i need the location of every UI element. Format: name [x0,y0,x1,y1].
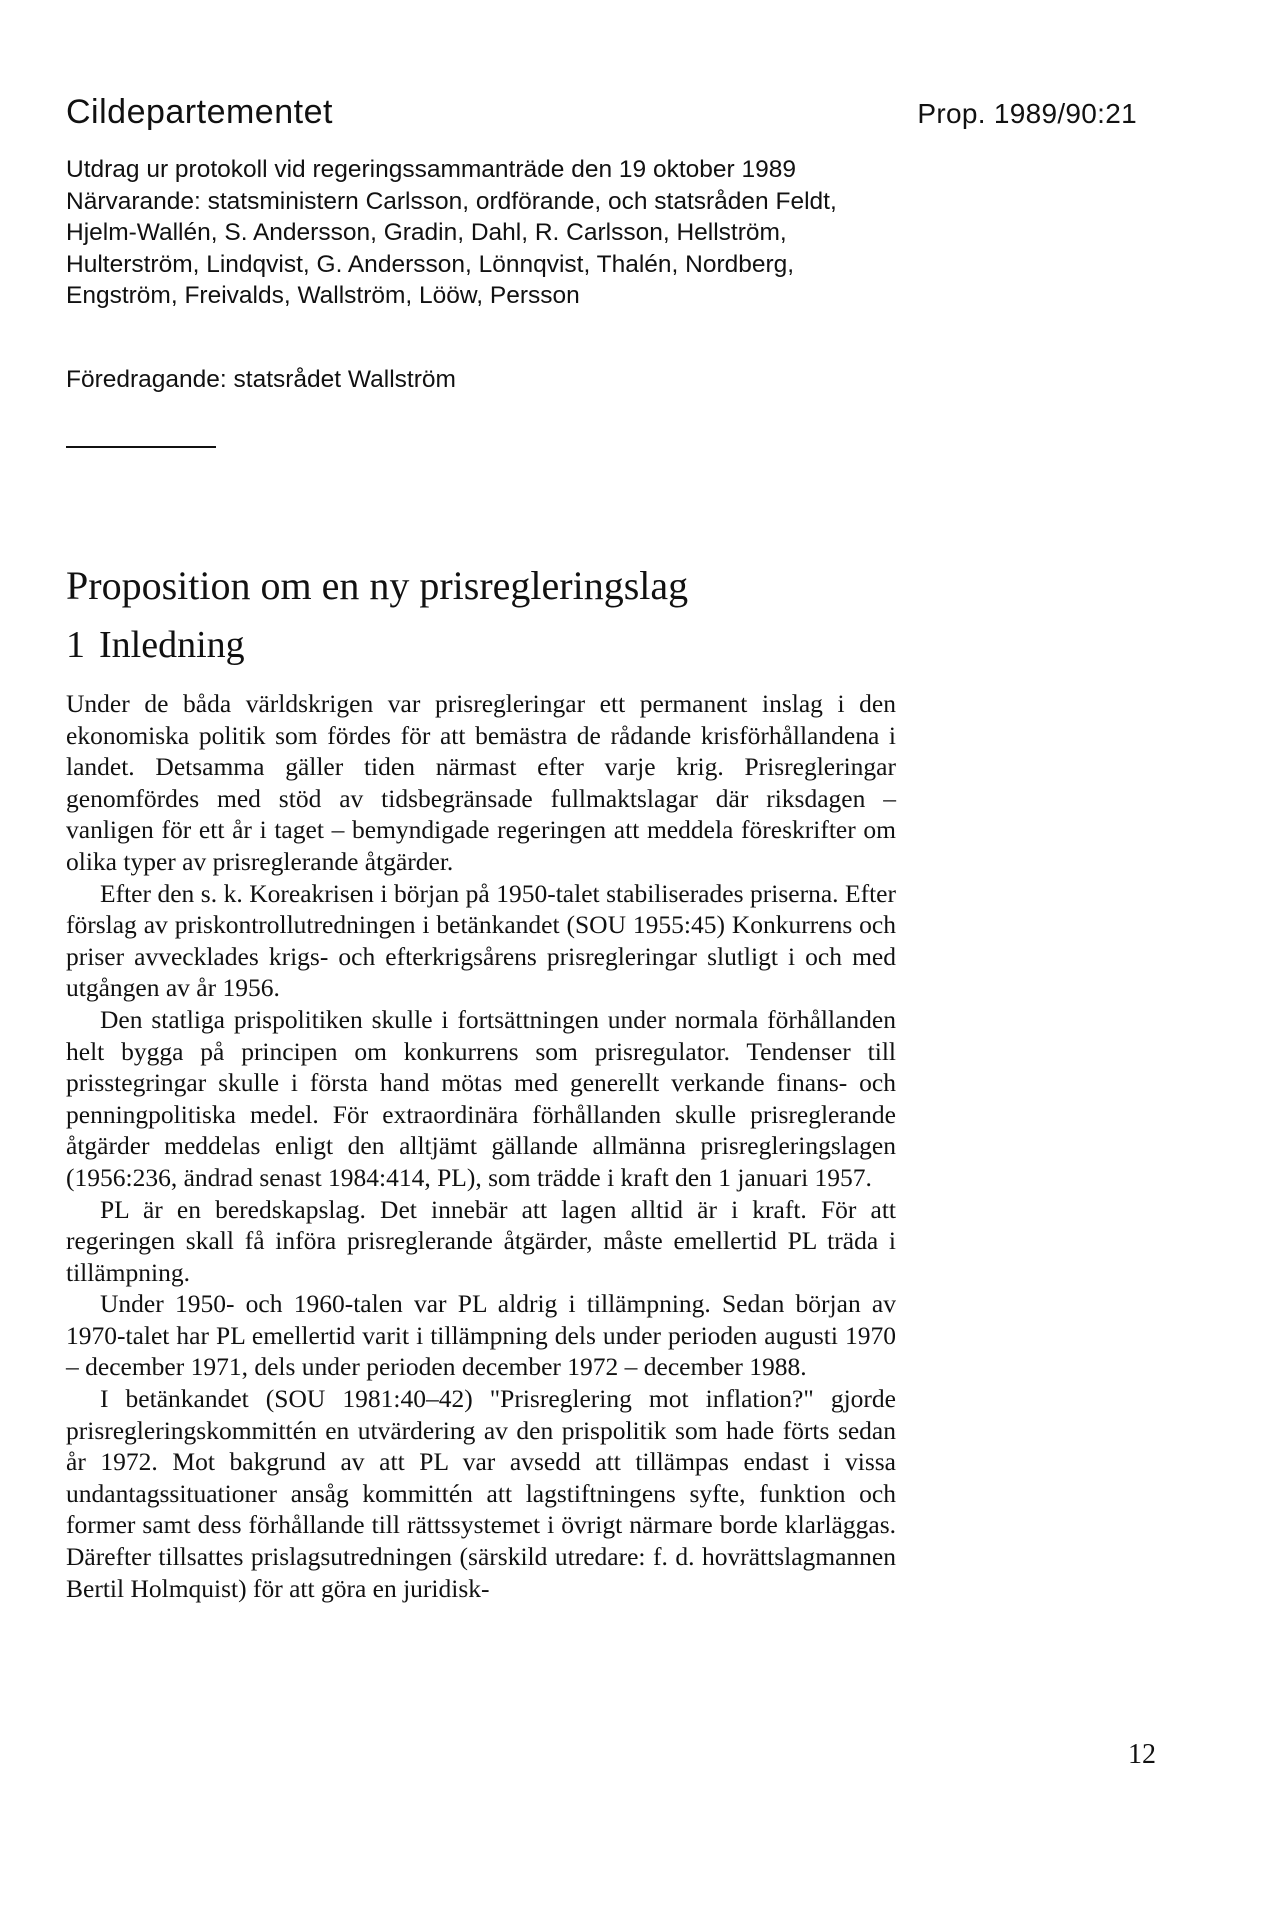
proposition-title: Proposition om en ny prisregleringslag [66,563,689,608]
body-text [66,688,896,1604]
department-name: Cildepartementet [66,93,333,131]
protocol-block [66,154,926,312]
paragraph: Under de båda världskrigen var prisregleringar ett permanent inslag i den ekonomiska politik som fördes för att bemästra de rådande krisförhållandena i landet. Detsamma gäller tiden närmast efter varje krig. Prisregleringar genomfördes med stöd av tidsbegränsade fullmaktslagar där riksdagen – vanligen för ett år i taget – bemyndigade regeringen att meddela föreskrifter om olika typer av prisreglerande åtgärder. [66,689,896,876]
paragraph: PL är en beredskapslag. Det innebär att lagen alltid är i kraft. För att regeringen skall få införa prisreglerande åtgärder, måste emellertid PL träda i tillämpning. [66,1194,896,1287]
paragraph: I betänkandet (SOU 1981:40–42) "Prisreglering mot inflation?" gjorde prisregleringskommittén en utvärdering av den prispolitik som hade förts sedan år 1972. Mot bakgrund av att PL var avsedd att tillämpas endast i vissa undantagssituationer ansåg kommittén att lagstiftningens syfte, funktion och former samt dess förhållande till rättssystemet i övrigt närmare borde klarläggas. Därefter tillsattes prislagsutredningen (särskild utredare: f. d. hovrättslagmannen Bertil Holmquist) för att göra en juridisk- [66,1384,896,1603]
protocol-line: Hjelm-Wallén, S. Andersson, Gradin, Dahl, R. Carlsson, Hellström, [66,219,787,247]
section-heading [66,622,245,668]
section-title: Inledning [99,624,245,666]
paragraph: Den statliga prispolitiken skulle i fortsättningen under normala förhållanden helt bygga på principen om konkurrens som prisregulator. Tendenser till prisstegringar skulle i första hand mötas med generellt verkande finans- och penningpolitiska medel. För extraordinära förhållanden skulle prisreglerande åtgärder meddelas enligt den alltjämt gällande allmänna prisregleringslagen (1956:236, ändrad senast 1984:414, PL), som trädde i kraft den 1 januari 1957. [66,1004,896,1192]
protocol-line: Utdrag ur protokoll vid regeringssammanträde den 19 oktober 1989 [66,156,796,183]
page-number: 12 [1128,1739,1156,1770]
presenter-line: Föredragande: statsrådet Wallström [66,366,456,393]
separator-rule [66,446,216,448]
section-number: 1 [66,624,85,666]
proposition-reference: Prop. 1989/90:21 [917,98,1137,129]
paragraph: Efter den s. k. Koreakrisen i början på 1950-talet stabiliserades priserna. Efter förslag av priskontrollutredningen i betänkandet (SOU 1955:45) Konkurrens och priser avvecklades krigs- och efterkrigsårens prisregleringar slutligt i och med utgången av år 1956. [66,878,896,1003]
protocol-line: Närvarande: statsministern Carlsson, ordförande, och statsråden Feldt, [66,187,837,215]
protocol-line: Engström, Freivalds, Wallström, Lööw, Persson [66,282,580,310]
paragraph: Under 1950- och 1960-talen var PL aldrig i tillämpning. Sedan början av 1970-talet har PL emellertid varit i tillämpning dels under perioden augusti 1970 – december 1971, dels under perioden december 1972 – december 1988. [66,1289,896,1382]
protocol-line: Hulterström, Lindqvist, G. Andersson, Lönnqvist, Thalén, Nordberg, [66,250,795,278]
